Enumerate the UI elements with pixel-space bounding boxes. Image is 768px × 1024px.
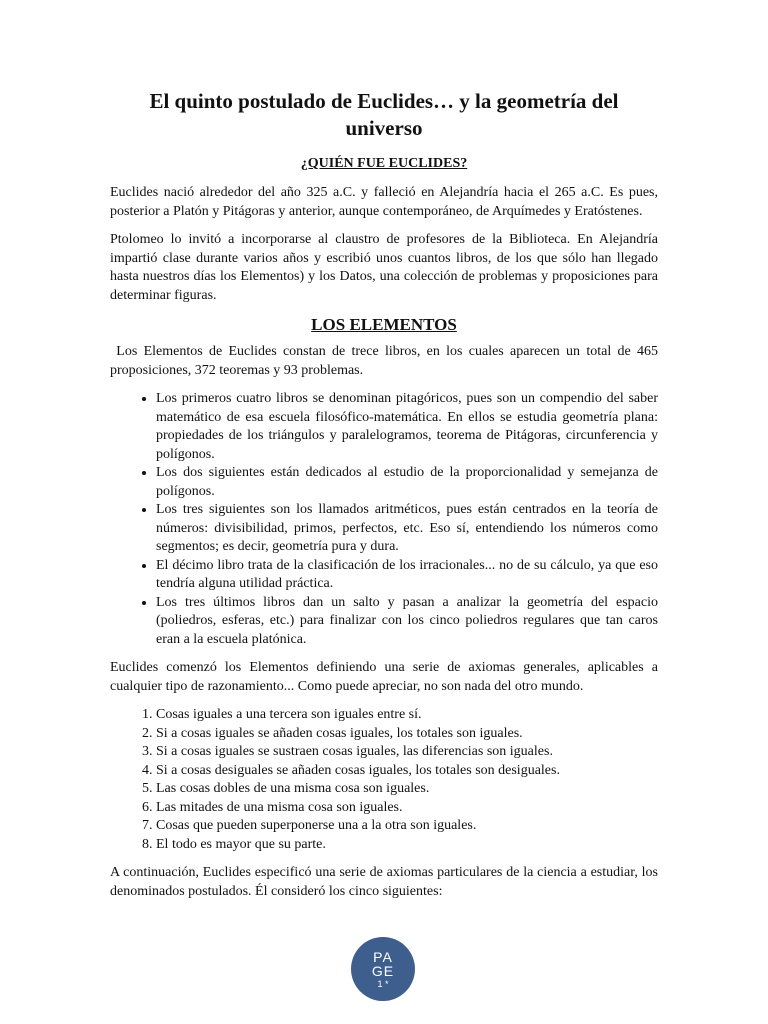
page-badge-line1: PA <box>373 948 393 965</box>
books-bullet-list <box>110 390 658 649</box>
axioms-numbered-list <box>110 706 658 854</box>
elements-intro-paragraph: Los Elementos de Euclides constan de trece libros, en los cuales aparecen un total de 465 proposiciones, 372 teoremas y 93 problemas. <box>110 344 662 378</box>
subtitle-who-was-euclid: ¿QUIÉN FUE EUCLIDES? <box>300 156 468 171</box>
page-badge-number: 1 * <box>377 978 389 989</box>
intro-paragraph: Euclides nació alrededor del año 325 a.C. y falleció en Alejandría hacia el 265 a.C. Es pues, posterior a Platón y Pitágoras y anterior, aunque contemporáneo, de Arquímedes y Eratóstenes. <box>110 185 658 219</box>
list-item: 1. Cosas iguales a una tercera son iguales entre sí. <box>156 706 658 725</box>
closing-paragraph: A continuación, Euclides especificó una serie de axiomas particulares de la ciencia a estudiar, los denominados postulados. Él consideró los cinco siguientes: <box>110 865 658 899</box>
list-item: • El décimo libro trata de la clasificación de los irracionales... no de su cálculo, ya que eso tendría alguna utilidad práctica. <box>156 557 658 594</box>
axioms-intro-paragraph: Euclides comenzó los Elementos definiendo una serie de axiomas generales, aplicables a cualquier tipo de razonamiento... Como puede apreciar, no son nada del otro mundo. <box>110 660 658 694</box>
page-badge-line2: GE <box>371 962 395 979</box>
list-item: 4. Si a cosas desiguales se añaden cosas iguales, los totales son desiguales. <box>156 762 658 781</box>
list-item: 6. Las mitades de una misma cosa son iguales. <box>156 799 658 818</box>
list-item: 5. Las cosas dobles de una misma cosa son iguales. <box>156 780 658 799</box>
list-item: • Los primeros cuatro libros se denominan pitagóricos, pues son un compendio del saber matemático de esa escuela filosófico-matemática. En ellos se estudia geometría plana: propiedades de los triángulos y paralelogramos, teorema de Pitágoras, circunferencia y polígonos. <box>156 390 658 464</box>
list-item: • Los dos siguientes están dedicados al estudio de la proporcionalidad y semejanza de polígonos. <box>156 464 658 501</box>
list-item: 7. Cosas que pueden superponerse una a la otra son iguales. <box>156 817 658 836</box>
list-item: 3. Si a cosas iguales se sustraen cosas iguales, las diferencias son iguales. <box>156 743 658 762</box>
list-item: • Los tres últimos libros dan un salto y pasan a analizar la geometría del espacio (poliedros, esferas, etc.) para finalizar con los cinco poliedros regulares que tan caros eran a la escuela platónica. <box>156 594 658 650</box>
list-item: 8. El todo es mayor que su parte. <box>156 836 658 855</box>
page-number-badge <box>351 937 415 1001</box>
intro-paragraph: Ptolomeo lo invitó a incorporarse al claustro de profesores de la Biblioteca. En Alejandría impartió clase durante varios años y escribió unos cuantos libros, de los que sólo han llegado hasta nuestros días los Elementos) y los Datos, una colección de problemas y proposiciones para determinar figuras. <box>110 232 658 303</box>
section-title-elements: LOS ELEMENTOS <box>311 315 457 334</box>
list-item: • Los tres siguientes son los llamados aritméticos, pues están centrados en la teoría de números: divisibilidad, primos, perfectos, etc. Eso sí, entendiendo los números como segmentos; es decir, geometría pura y dura. <box>156 501 658 557</box>
list-item: 2. Si a cosas iguales se añaden cosas iguales, los totales son iguales. <box>156 725 658 744</box>
page-title: El quinto postulado de Euclides… y la geometría del universo <box>149 89 619 140</box>
